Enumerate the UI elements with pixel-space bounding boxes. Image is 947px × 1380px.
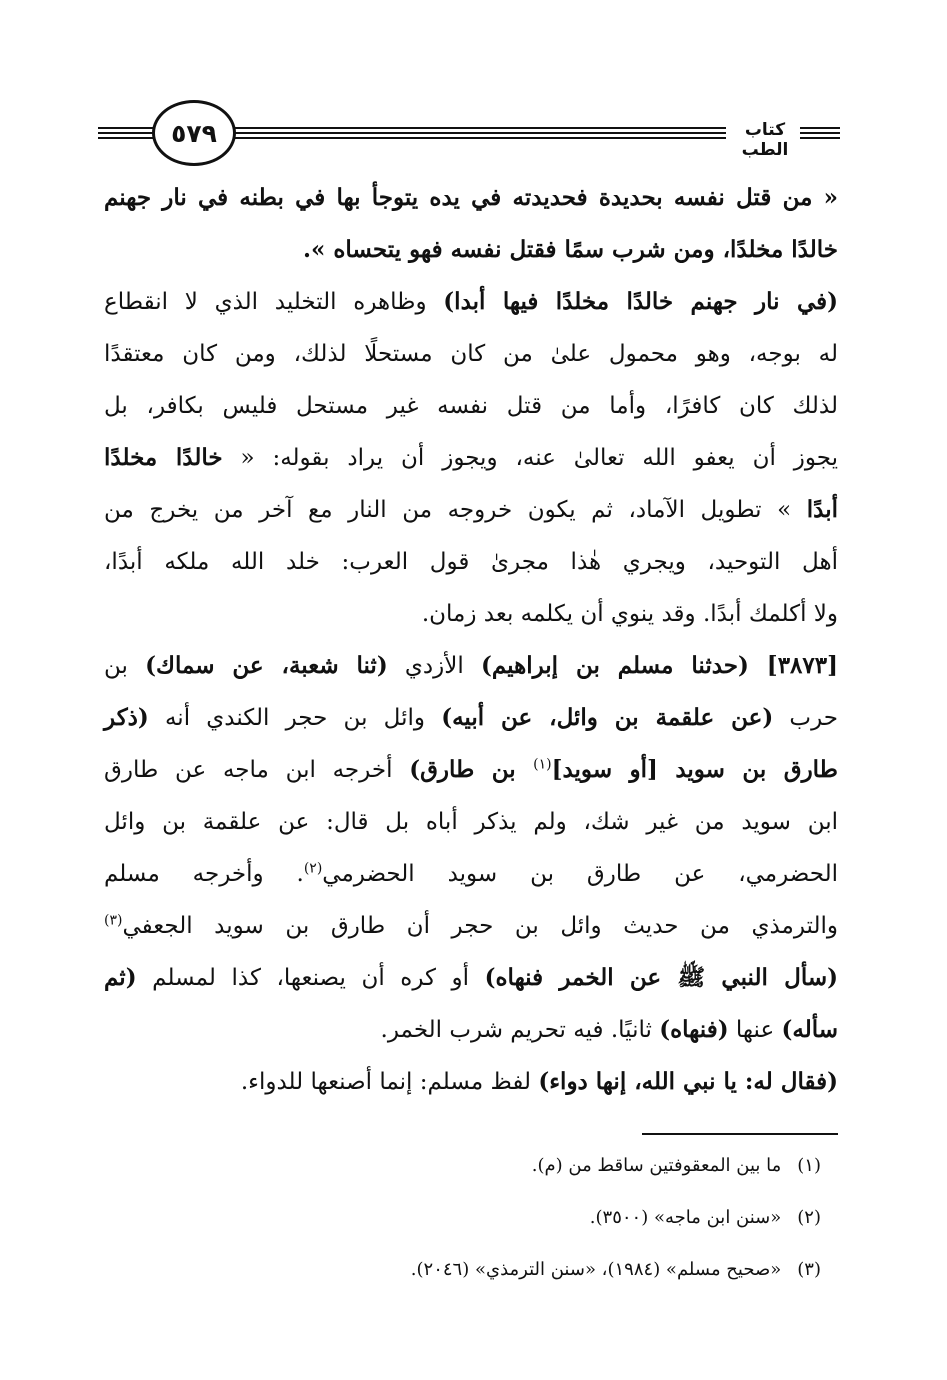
header-rule <box>226 137 726 139</box>
text-line <box>104 328 838 380</box>
text-line <box>104 432 838 484</box>
page-number: ٥٧٩ <box>152 100 236 166</box>
footnotes <box>121 1148 821 1304</box>
text-run: (في نار جهنم خالدًا مخلدًا فيها أبدا) <box>443 288 839 315</box>
text-run: حرب <box>773 705 838 731</box>
text-line <box>104 900 838 952</box>
text-run: لفظ مسلم: إنما أصنعها للدواء. <box>240 1069 539 1095</box>
footnote-text: «صحيح مسلم» (١٩٨٤)، «سنن الترمذي» (٢٠٤٦). <box>410 1259 787 1280</box>
footnote-marker[interactable]: (٢) <box>303 860 323 877</box>
text-run: (فنهاه) <box>659 1016 729 1043</box>
footnote-text: «سنن ابن ماجه» (٣٥٠٠). <box>589 1207 787 1228</box>
running-title: كتاب الطب <box>730 120 800 160</box>
footnote-number: (٣) <box>797 1259 821 1280</box>
footnote-marker[interactable]: (٣) <box>104 912 123 929</box>
text-run: ابن سويد من غير شك، ولم يذكر أباه بل قال: عن علقمة بن وائل <box>104 809 838 835</box>
text-run: (ثم <box>104 964 137 991</box>
text-line <box>104 796 838 848</box>
footnote <box>121 1148 821 1200</box>
text-line <box>104 848 838 900</box>
text-run: (ثنا شعبة، عن سماك) <box>145 652 388 679</box>
footnote-number: (٢) <box>797 1207 821 1228</box>
page-header <box>98 100 840 164</box>
header-rule <box>798 132 840 134</box>
text-run: أبدًا <box>806 496 838 523</box>
text-run: (عن علقمة بن وائل، عن أبيه) <box>441 704 774 731</box>
text-run: سأله) <box>781 1016 838 1043</box>
footnote <box>121 1252 821 1304</box>
footnote-number: (١) <box>797 1155 821 1176</box>
text-run: [٣٨٧٣] (حدثنا مسلم بن إبراهيم) <box>480 652 838 679</box>
text-run: لذلك كان كافرًا، وأما من قتل نفسه غير مستحل فليس بكافر، بل <box>104 393 838 419</box>
text-run: عنها <box>728 1017 782 1043</box>
text-line <box>104 744 838 796</box>
body-text <box>104 172 838 1108</box>
text-run: بن طارق) <box>409 756 534 783</box>
header-rule <box>798 127 840 129</box>
text-line <box>104 224 838 276</box>
footnote-marker[interactable]: (١) <box>533 756 552 773</box>
text-run: الأزدي <box>387 653 481 679</box>
text-run: (فقال له: يا نبي الله، إنها دواء) <box>538 1068 838 1095</box>
footnote <box>121 1200 821 1252</box>
header-rule <box>98 127 158 129</box>
text-run: خالدًا مخلدًا <box>104 444 223 471</box>
text-line <box>104 952 838 1004</box>
text-run: طارق بن سويد [أو سويد] <box>551 756 838 783</box>
text-run: وائل بن حجر الكندي أنه <box>148 705 442 731</box>
text-run: يجوز أن يعفو الله تعالىٰ عنه، ويجوز أن يراد بقوله: « <box>222 445 839 471</box>
header-rule <box>798 137 840 139</box>
text-line <box>104 1056 838 1108</box>
text-run: (سأل النبي ﷺ عن الخمر فنهاه) <box>484 964 838 991</box>
footnote-text: ما بين المعقوفتين ساقط من (م). <box>531 1155 787 1176</box>
text-run: (ذكر <box>104 704 149 731</box>
text-run: ثانيًا. فيه تحريم شرب الخمر. <box>380 1017 660 1043</box>
text-run: له بوجه، وهو محمول علىٰ من كان مستحلًا لذلك، ومن كان معتقدًا <box>104 341 838 367</box>
text-line <box>104 588 838 640</box>
text-run: أخرجه ابن ماجه عن طارق <box>104 757 410 783</box>
text-run: أو كره أن يصنعها، كذا لمسلم <box>136 965 485 991</box>
header-rule <box>226 127 726 129</box>
header-rule <box>98 132 158 134</box>
text-run: . وأخرجه مسلم <box>104 861 304 887</box>
text-line <box>104 1004 838 1056</box>
text-run: ولا أكلمك أبدًا. وقد ينوي أن يكلمه بعد زمان. <box>421 601 838 627</box>
text-line <box>104 484 838 536</box>
text-run: وظاهره التخليد الذي لا انقطاع <box>104 289 444 315</box>
text-line <box>104 172 838 224</box>
header-rule <box>98 137 158 139</box>
text-run: بن <box>104 653 146 679</box>
text-run: » تطويل الآماد، ثم يكون خروجه من النار مع آخر من يخرج من <box>104 497 807 523</box>
text-run: « من قتل نفسه بحديدة فحديدته في يده يتوجأ بها في بطنه في نار جهنم <box>104 184 838 211</box>
text-line <box>104 640 838 692</box>
text-run: والترمذي من حديث وائل بن حجر أن طارق بن سويد الجعفي <box>122 913 838 939</box>
header-rule <box>226 132 726 134</box>
text-line <box>104 536 838 588</box>
text-line <box>104 380 838 432</box>
text-run: أهل التوحيد، ويجري هٰذا مجرىٰ قول العرب: خلد الله ملكه أبدًا، <box>104 549 838 575</box>
text-line <box>104 692 838 744</box>
text-run: خالدًا مخلدًا، ومن شرب سمًا فقتل نفسه فهو يتحساه ». <box>302 236 838 263</box>
text-line <box>104 276 838 328</box>
footnote-separator <box>642 1133 838 1135</box>
text-run: الحضرمي، عن طارق بن سويد الحضرمي <box>322 861 838 887</box>
